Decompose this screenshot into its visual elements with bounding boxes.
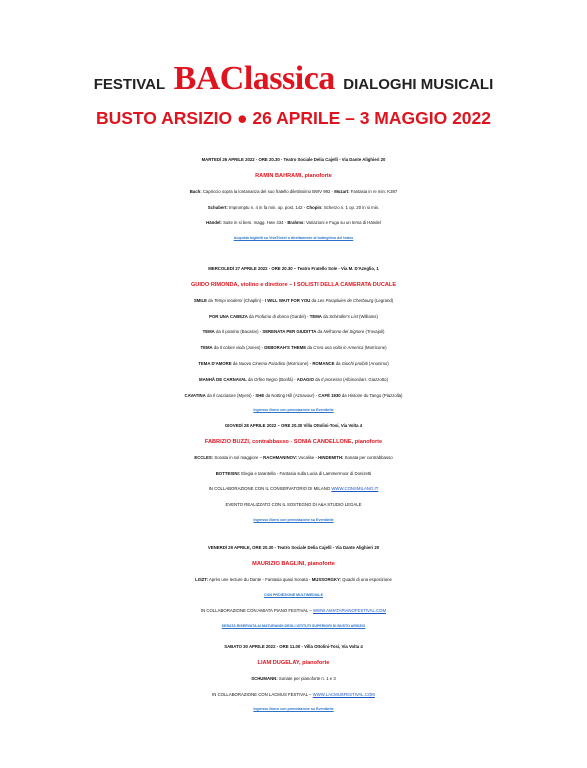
- festival-dates: BUSTO ARSIZIO ● 26 APRILE – 3 MAGGIO 2022: [95, 108, 492, 128]
- program-line: POR UNA CABEZA da Profumo di donna (Gardel) - TEMA da Schindler's List (Williams): [209, 313, 378, 319]
- event-date-line: GIOVEDÌ 28 APRILE 2022 – ORE 20.30 Villa Ottolini-Tosi, Via Volta 4: [224, 423, 363, 428]
- reserved-line: [0, 619, 587, 635]
- event-date-line: MARTEDÌ 26 APRILE 2022 - ORE 20.30 - Teatro Sociale Delia Cajelli - Via Dante Alighieri 20: [201, 157, 386, 162]
- event-3: [0, 418, 587, 529]
- event-date-line: SABATO 30 APRILE 2022 - ORE 11.00 - Villa Ottolini-Tosi, Via Volta 4: [224, 644, 363, 649]
- booking-link-line: [0, 702, 587, 718]
- event-performer: LIAM DUGELAY, pianoforte: [257, 659, 330, 666]
- event-date-line: MERCOLEDÌ 27 APRILE 2022 - ORE 20.30 – Teatro Fratello Sole - Via M. D'Azeglio, 1: [208, 266, 379, 271]
- projection-line: [0, 588, 587, 604]
- festival-header: [0, 60, 587, 98]
- program-line: Händel: Suite in si bem. magg. Hwv 434 - Brahms: Variazioni e Fuga su un tema di Händel: [206, 220, 381, 226]
- amiata-link[interactable]: WWW.AMIATAPIANOFESTIVAL.COM: [313, 608, 387, 614]
- eventbrite-link[interactable]: Ingresso libero con prenotazione su Eventbrite: [253, 517, 334, 522]
- program-line: Schubert: Impromptu n. 4 in fa min. op. post. 142 - Chopin: Scherzo n. 1 op. 20 in si min.: [207, 204, 380, 210]
- event-1: [0, 152, 587, 247]
- program-line: TEMA D'AMORE da Nuovo Cinema Paradiso (Morricone) - ROMANCE da Giochi proibiti (Anonimo): [198, 360, 389, 366]
- booking-link-line: [0, 513, 587, 529]
- ticket-link[interactable]: Acquisto biglietti su VivaTicket o direttamente al botteghino del teatro: [233, 236, 354, 241]
- dialoghi-word: DIALOGHI MUSICALI: [343, 76, 494, 93]
- event-performer: FABRIZIO BUZZI, contrabbasso - SONIA CANDELLONE, pianoforte: [204, 438, 383, 445]
- event-date-line: VENERDÌ 29 APRILE, ORE 20.30 - Teatro Sociale Delia Cajelli - Via Dante Alighieri 20: [207, 545, 380, 550]
- program-line: MANHÃ DE CARNAVAL da Orfeo Negro (Bonfá) - ADAGIO da Il processo (Albinoni/arr. Giazzotto): [198, 376, 388, 382]
- event-4: [0, 540, 587, 635]
- sponsor-line: EVENTO REALIZZATO CON IL SOSTEGNO DI A&A STUDIO LEGALE: [225, 502, 362, 508]
- event-5: [0, 639, 587, 718]
- booking-link-line: [0, 403, 587, 419]
- eventbrite-link[interactable]: Ingresso libero con prenotazione su Eventbrite: [253, 408, 334, 413]
- program-line: SCHUMANN: Sonate per pianoforte n. 1 e 3: [251, 675, 336, 681]
- program-line: LISZT: Après une lecture du Dante - Fantasia quasi Sonata - MUSSORGKY: Quadri di una esposizione: [195, 576, 392, 582]
- consmilano-link[interactable]: WWW.CONSMILANO.IT: [331, 486, 379, 492]
- event-performer: RAMIN BAHRAMI, pianoforte: [255, 172, 332, 179]
- lacmus-link[interactable]: WWW.LACMUSFESTIVAL.COM: [312, 691, 375, 697]
- program-line: BOTTESINI: Elegia e tarantella - Fantasia sulla Lucia di Lammermoor di Donizetti: [215, 470, 372, 476]
- ticket-link-line: [0, 231, 587, 247]
- eventbrite-link[interactable]: Ingresso libero con prenotazione su Eventbrite: [253, 707, 334, 712]
- projection-link[interactable]: CON PROIEZIONE MULTIMEDIALE: [263, 592, 324, 597]
- program-line: TEMA da Il colore viola (Jones) - DEBORAH'S THEME da C'era una volta in America (Morricone): [200, 345, 387, 351]
- event-2: [0, 261, 587, 419]
- festival-word: FESTIVAL: [93, 76, 166, 93]
- festival-brand: BAClassica: [173, 60, 335, 97]
- program-line: ECCLES: Sonata in sol maggiore – RACHMANINOV: Vocalise - HINDEMITH: Sonata per contrabbasso: [194, 454, 393, 460]
- program-line: SMILE da Tempi moderni (Chaplin) - I WILL WAIT FOR YOU da Les Parapluies de Cherbourg (Legrand): [193, 297, 394, 303]
- program-line: Bach: Capriccio sopra la lontananza del suo fratello dilettissimo BWV 992 - Mozart: Fantasia in re min. K397: [189, 188, 398, 194]
- event-performer: MAURIZIO BAGLINI, pianoforte: [252, 560, 335, 567]
- collab-line: IN COLLABORAZIONE CON IL CONSERVATORIO DI MILANO WWW.CONSMILANO.IT: [208, 486, 379, 492]
- event-performer: GUIDO RIMONDA, violino e direttore – I SOLISTI DELLA CAMERATA DUCALE: [190, 281, 397, 288]
- reserved-link[interactable]: SERATA RISERVATA AI MATURANDI DEGLI ISTITUTI SUPERIORI DI BUSTO ARSIZIO: [221, 624, 366, 629]
- program-line: TEMA da Il postino (Bacalov) - SERENATA PER GIUDITTA da Nell'anno del Signore (Trovajoli): [202, 329, 385, 335]
- collab-line: IN COLLABORAZIONE CON LACMUS FESTIVAL – WWW.LACMUSFESTIVAL.COM: [212, 691, 375, 697]
- program-line: CAVATINA da Il cacciatore (Myers) - SHE da Notting Hill (Aznavour) - CAFÉ 1930 da Histoire du Tango (Piazzolla): [184, 392, 403, 398]
- collab-line: IN COLLABORAZIONE CON AMIATA PIANO FESTIVAL – WWW.AMIATAPIANOFESTIVAL.COM: [200, 608, 387, 614]
